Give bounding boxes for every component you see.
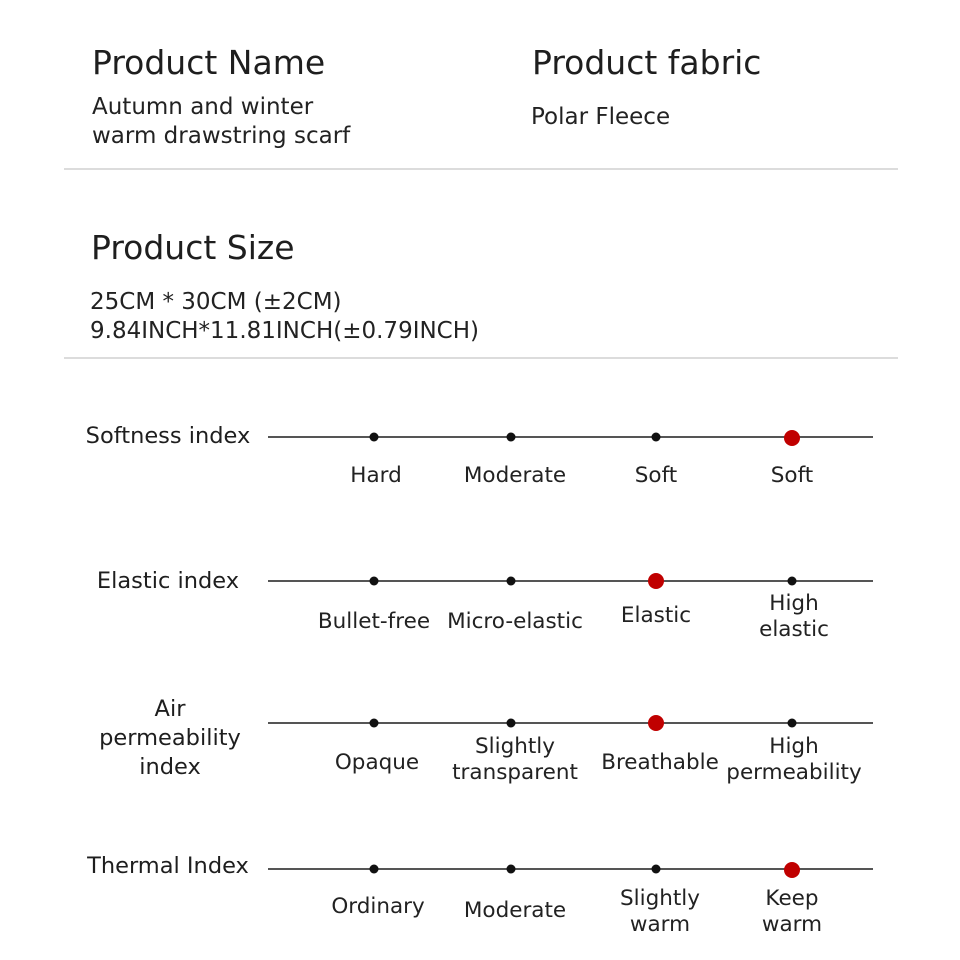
scale-option: Ordinary xyxy=(331,894,425,919)
scale-dot xyxy=(788,577,797,586)
scale-option: Hard xyxy=(350,463,402,488)
selected-level-dot xyxy=(648,715,664,731)
section-divider xyxy=(64,357,898,359)
index-track xyxy=(268,436,873,438)
scale-option: Breathable xyxy=(601,750,719,775)
product-size-value: 25CM * 30CM (±2CM) 9.84INCH*11.81INCH(±0.79INCH) xyxy=(90,289,480,344)
scale-dot xyxy=(507,433,516,442)
selected-level-dot xyxy=(784,430,800,446)
scale-dot xyxy=(788,719,797,728)
index-label: Elastic index xyxy=(96,568,240,594)
scale-option: Micro-elastic xyxy=(447,609,583,634)
index-label: Air permeability index xyxy=(99,696,241,780)
scale-dot xyxy=(370,577,379,586)
selected-level-dot xyxy=(648,573,664,589)
scale-dot xyxy=(652,433,661,442)
scale-option: High permeability xyxy=(726,734,862,785)
product-size-heading: Product Size xyxy=(91,228,295,267)
scale-option: Moderate xyxy=(463,898,567,923)
product-fabric-heading: Product fabric xyxy=(532,43,762,82)
product-name-value: Autumn and winter warm drawstring scarf xyxy=(92,94,351,149)
section-divider xyxy=(64,168,898,170)
scale-option: Opaque xyxy=(334,750,420,775)
scale-dot xyxy=(652,865,661,874)
scale-dot xyxy=(507,719,516,728)
scale-option: High elastic xyxy=(759,591,829,642)
scale-option: Elastic xyxy=(620,603,692,628)
index-label: Softness index xyxy=(85,423,251,449)
scale-option: Moderate xyxy=(463,463,567,488)
index-track xyxy=(268,722,873,724)
scale-option: Soft xyxy=(634,463,678,488)
scale-dot xyxy=(370,719,379,728)
scale-option: Slightly transparent xyxy=(452,734,578,785)
product-name-heading: Product Name xyxy=(92,43,326,82)
product-fabric-value: Polar Fleece xyxy=(531,104,671,130)
scale-option: Slightly warm xyxy=(620,886,700,937)
index-track xyxy=(268,580,873,582)
selected-level-dot xyxy=(784,862,800,878)
index-label: Thermal Index xyxy=(87,853,249,879)
scale-dot xyxy=(370,865,379,874)
scale-option: Soft xyxy=(770,463,814,488)
scale-option: Bullet-free xyxy=(317,609,431,634)
index-track xyxy=(268,868,873,870)
scale-option: Keep warm xyxy=(761,886,823,937)
scale-dot xyxy=(370,433,379,442)
scale-dot xyxy=(507,577,516,586)
scale-dot xyxy=(507,865,516,874)
